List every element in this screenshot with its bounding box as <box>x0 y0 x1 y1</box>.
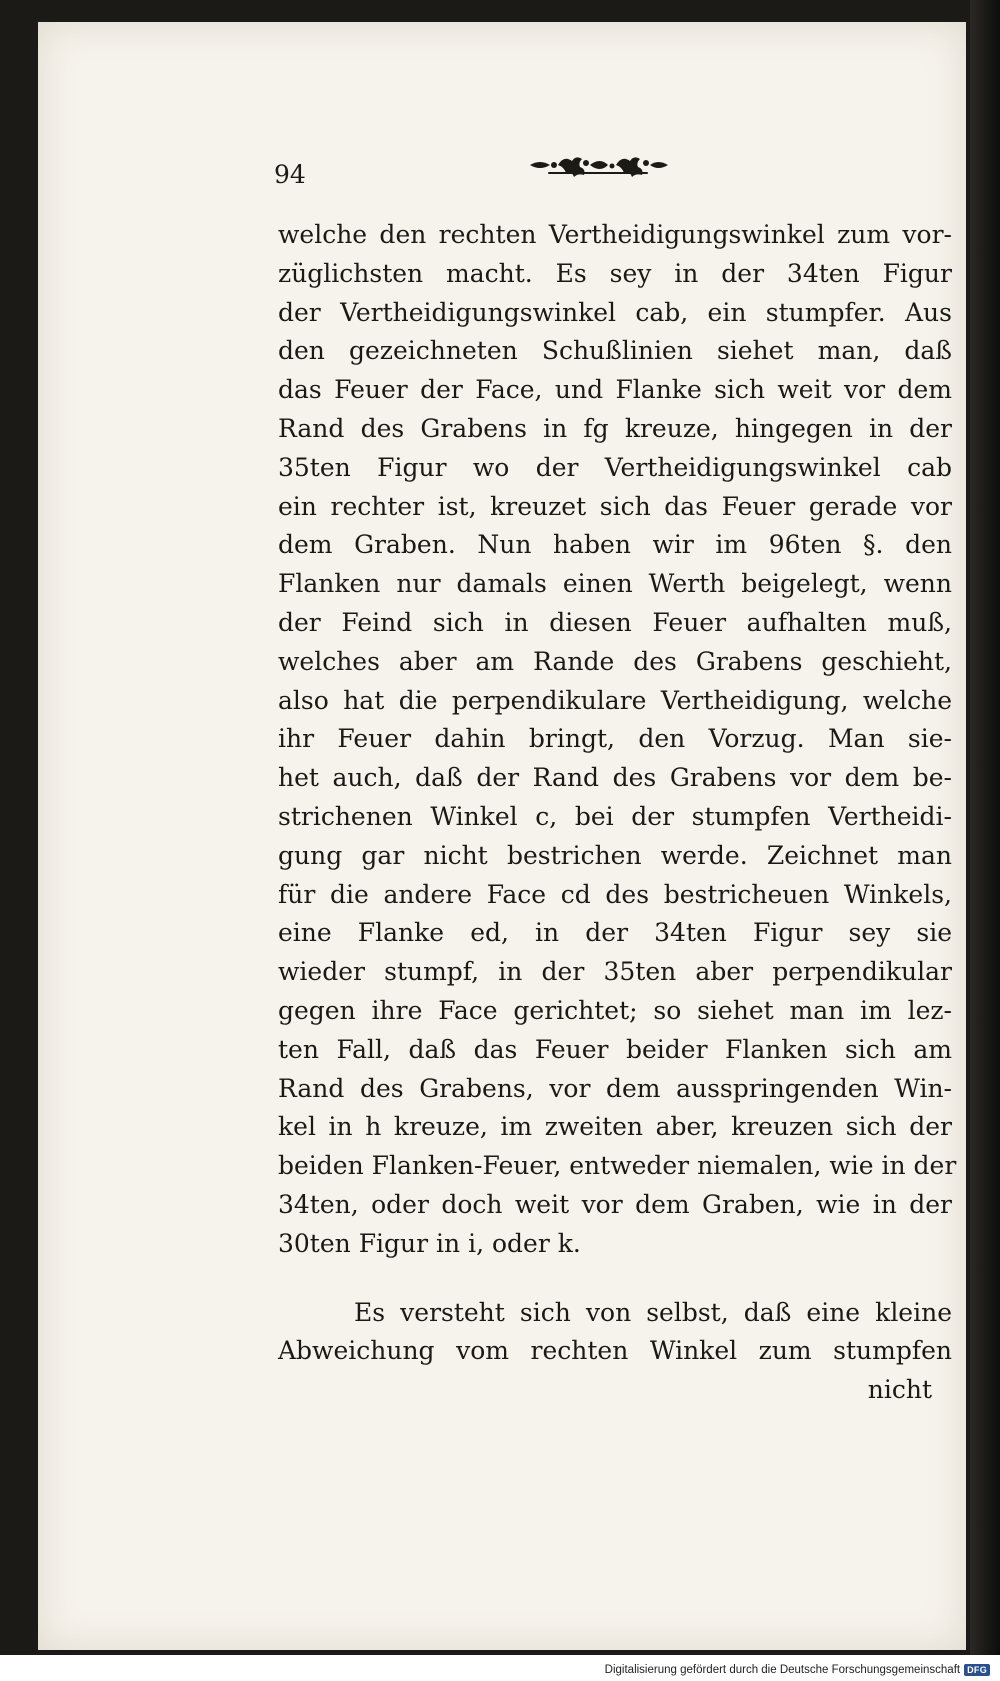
text-line: strichenen Winkel c, bei der stumpfen Vertheidi- <box>278 801 952 831</box>
text-line: het auch, daß der Rand des Grabens vor dem be- <box>278 763 952 793</box>
printers-ornament-icon <box>528 150 670 180</box>
credit-text: Digitalisierung gefördert durch die Deutsche Forschungsgemeinschaft <box>604 1664 961 1676</box>
paragraph-gap <box>278 1264 952 1294</box>
text-line: Flanken nur damals einen Werth beigelegt, wenn <box>278 569 952 599</box>
page-number: 94 <box>274 160 306 189</box>
dfg-logo-icon: DFG <box>964 1664 990 1676</box>
footer-bar <box>0 1655 1000 1681</box>
text-line: 34ten, oder doch weit vor dem Graben, wie in der <box>278 1189 952 1219</box>
text-line: 30ten Figur in i, oder k. <box>278 1228 581 1258</box>
text-line: der Vertheidigungswinkel cab, ein stumpfer. Aus <box>278 297 952 327</box>
text-line: gung gar nicht bestrichen werde. Zeichnet man <box>278 840 952 870</box>
text-line: gegen ihre Face gerichtet; so siehet man im lez- <box>278 995 952 1025</box>
text-line: Rand des Grabens, vor dem ausspringenden Win- <box>278 1073 952 1103</box>
text-line: 35ten Figur wo der Vertheidigungswinkel cab <box>278 452 952 482</box>
text-line: der Feind sich in diesen Feuer aufhalten muß, <box>278 607 952 637</box>
text-line: züglichsten macht. Es sey in der 34ten Figur <box>278 258 952 288</box>
book-edge <box>970 0 1000 1655</box>
text-line: den gezeichneten Schußlinien siehet man, daß <box>278 336 952 366</box>
text-line: ten Fall, daß das Feuer beider Flanken sich am <box>278 1034 952 1064</box>
text-line: eine Flanke ed, in der 34ten Figur sey sie <box>278 918 952 948</box>
text-line: kel in h kreuze, im zweiten aber, kreuzen sich der <box>278 1112 952 1142</box>
text-line: für die andere Face cd des bestricheuen Winkels, <box>278 879 952 909</box>
text-line: das Feuer der Face, und Flanke sich weit vor dem <box>278 375 952 405</box>
text-line: dem Graben. Nun haben wir im 96ten §. den <box>278 530 952 560</box>
text-line: Es versteht sich von selbst, daß eine kleine <box>354 1297 952 1327</box>
text-line: Abweichung vom rechten Winkel zum stumpfen <box>278 1336 952 1366</box>
catchword: nicht <box>867 1375 932 1405</box>
text-line: welche den rechten Vertheidigungswinkel zum vor- <box>278 220 952 249</box>
text-line: beiden Flanken-Feuer, entweder niemalen, wie in der <box>278 1151 957 1181</box>
text-line: ihr Feuer dahin bringt, den Vorzug. Man sie- <box>278 724 952 754</box>
body-text <box>278 216 957 1410</box>
text-line: Rand des Grabens in fg kreuze, hingegen in der <box>278 413 952 443</box>
text-line: also hat die perpendikulare Vertheidigung, welche <box>278 685 952 715</box>
text-line: wieder stumpf, in der 35ten aber perpendikular <box>278 957 952 987</box>
digitization-credit <box>605 1664 990 1676</box>
text-line: welches aber am Rande des Grabens geschieht, <box>278 646 952 676</box>
text-line: ein rechter ist, kreuzet sich das Feuer gerade vor <box>278 491 952 521</box>
